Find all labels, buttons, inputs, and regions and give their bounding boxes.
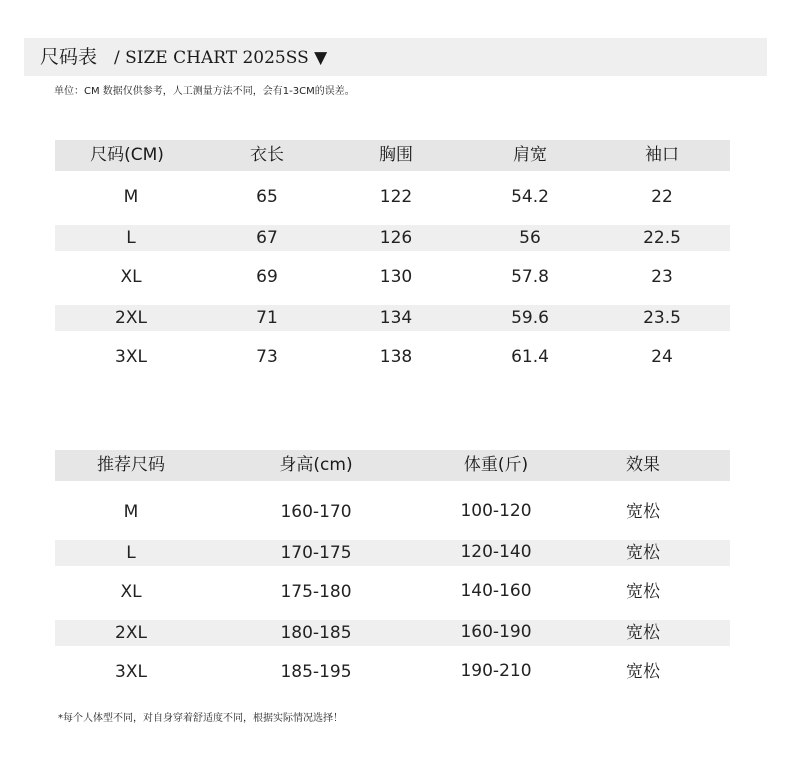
table-row	[55, 572, 730, 612]
table-row	[55, 337, 730, 377]
shoulder-col-header: 肩宽	[513, 145, 547, 165]
chest-cell: 122	[379, 187, 413, 207]
length-cell: 69	[256, 267, 278, 287]
shoulder-cell: 61.4	[511, 347, 549, 367]
chest-cell: 138	[379, 347, 413, 367]
table-row	[55, 257, 730, 297]
fit-col-header: 效果	[626, 455, 660, 475]
size-cell: L	[126, 543, 136, 563]
table-row	[55, 492, 730, 532]
height-cell: 160-170	[280, 502, 352, 522]
length-col-header: 衣长	[250, 145, 284, 165]
length-cell: 65	[256, 187, 278, 207]
cuff-cell: 24	[651, 347, 673, 367]
size-col-header: 尺码(CM)	[90, 145, 164, 165]
recommend-size-col-header: 推荐尺码	[97, 455, 165, 475]
table-row	[55, 217, 730, 257]
shoulder-cell: 54.2	[511, 187, 549, 207]
table-row	[55, 612, 730, 652]
fit-cell: 宽松	[626, 623, 660, 643]
shoulder-cell: 57.8	[511, 267, 549, 287]
height-cell: 170-175	[280, 543, 352, 563]
weight-cell: 160-190	[460, 622, 532, 642]
page-subtitle: / SIZE CHART 2025SS ▼	[114, 48, 328, 68]
length-cell: 71	[256, 308, 278, 328]
recommend-table-header	[55, 450, 730, 481]
height-cell: 180-185	[280, 623, 352, 643]
title-bar	[24, 38, 767, 76]
size-cell: XL	[120, 582, 142, 602]
chest-cell: 126	[379, 228, 413, 248]
recommend-table	[55, 450, 730, 692]
table-row	[55, 532, 730, 572]
cuff-col-header: 袖口	[645, 145, 679, 165]
page-title: 尺码表	[40, 46, 98, 68]
size-table-header	[55, 140, 730, 171]
chest-cell: 134	[379, 308, 413, 328]
size-cell: 3XL	[115, 347, 147, 367]
weight-cell: 190-210	[460, 661, 532, 681]
cuff-cell: 22.5	[643, 228, 681, 248]
fit-cell: 宽松	[626, 543, 660, 563]
size-table	[55, 140, 730, 377]
size-cell: 2XL	[115, 623, 147, 643]
size-cell: L	[126, 228, 136, 248]
length-cell: 73	[256, 347, 278, 367]
size-cell: M	[123, 502, 139, 522]
cuff-cell: 23.5	[643, 308, 681, 328]
cuff-cell: 23	[651, 267, 673, 287]
table-row	[55, 652, 730, 692]
fit-cell: 宽松	[626, 662, 660, 682]
weight-cell: 120-140	[460, 542, 532, 562]
chest-col-header: 胸围	[379, 145, 413, 165]
shoulder-cell: 56	[519, 228, 541, 248]
height-col-header: 身高(cm)	[279, 455, 353, 475]
size-cell: XL	[120, 267, 142, 287]
weight-cell: 140-160	[460, 581, 532, 601]
weight-cell: 100-120	[460, 501, 532, 521]
shoulder-cell: 59.6	[511, 308, 549, 328]
length-cell: 67	[256, 228, 278, 248]
footnote: *每个人体型不同，对自身穿着舒适度不同，根据实际情况选择！	[58, 713, 343, 724]
size-cell: 2XL	[115, 308, 147, 328]
unit-note: 单位：CM 数据仅供参考，人工测量方法不同，会有1-3CM的误差。	[54, 86, 355, 97]
fit-cell: 宽松	[626, 582, 660, 602]
size-cell: M	[123, 187, 139, 207]
fit-cell: 宽松	[626, 502, 660, 522]
height-cell: 185-195	[280, 662, 352, 682]
size-cell: 3XL	[115, 662, 147, 682]
weight-col-header: 体重(斤)	[463, 455, 529, 475]
height-cell: 175-180	[280, 582, 352, 602]
table-row	[55, 177, 730, 217]
chest-cell: 130	[379, 267, 413, 287]
cuff-cell: 22	[651, 187, 673, 207]
table-row	[55, 297, 730, 337]
